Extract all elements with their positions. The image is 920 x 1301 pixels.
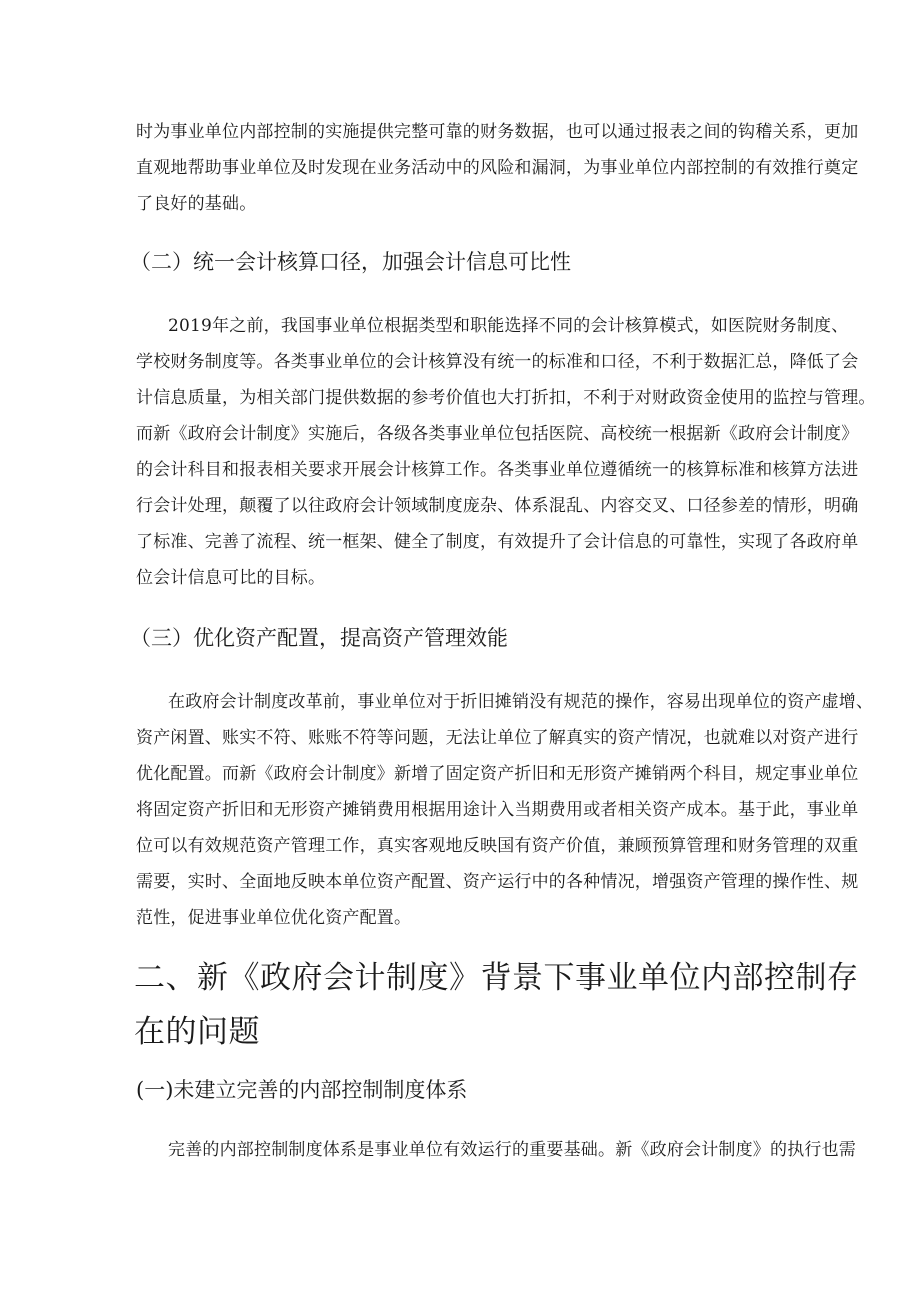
paragraph-line: 了良好的基础。 — [136, 194, 257, 214]
paragraph-line: 需要，实时、全面地反映本单位资产配置、资产运行中的各种情况，增强资产管理的操作性、规 — [136, 872, 859, 892]
paragraph-line: 位会计信息可比的目标。 — [136, 568, 326, 588]
paragraph-line: 资产闲置、账实不符、账账不符等问题，无法让单位了解真实的资产情况，也就难以对资产进行 — [136, 728, 859, 748]
paragraph-line: 时为事业单位内部控制的实施提供完整可靠的财务数据，也可以通过报表之间的钩稽关系，更加 — [136, 122, 859, 142]
paragraph-line: 将固定资产折旧和无形资产摊销费用根据用途计入当期费用或者相关资产成本。基于此，事业单 — [136, 800, 859, 820]
paragraph-line: 完善的内部控制制度体系是事业单位有效运行的重要基础。新《政府会计制度》的执行也需 — [168, 1140, 856, 1160]
subsection-heading: (一)未建立完善的内部控制制度体系 — [136, 1078, 468, 1102]
subsection-heading: （三）优化资产配置，提高资产管理效能 — [130, 626, 508, 650]
section-heading: 二、新《政府会计制度》背景下事业单位内部控制存 — [134, 960, 859, 996]
paragraph-line: 了标准、完善了流程、统一框架、健全了制度，有效提升了会计信息的可靠性，实现了各政府单 — [136, 532, 859, 552]
subsection-heading: （二）统一会计核算口径，加强会计信息可比性 — [130, 250, 571, 274]
paragraph-line: 在政府会计制度改革前，事业单位对于折旧摊销没有规范的操作，容易出现单位的资产虚增、 — [168, 692, 874, 712]
paragraph-line: 计信息质量，为相关部门提供数据的参考价值也大打折扣，不利于对财政资金使用的监控与管理。 — [136, 388, 876, 408]
paragraph-line: 范性，促进事业单位优化资产配置。 — [136, 908, 412, 928]
paragraph-line: 优化配置。而新《政府会计制度》新增了固定资产折旧和无形资产摊销两个科目，规定事业单位 — [136, 764, 859, 784]
paragraph-line: 学校财务制度等。各类事业单位的会计核算没有统一的标准和口径，不利于数据汇总，降低了会 — [136, 352, 859, 372]
paragraph-line: 2019年之前，我国事业单位根据类型和职能选择不同的会计核算模式，如医院财务制度、 — [168, 316, 849, 336]
paragraph-line: 的会计科目和报表相关要求开展会计核算工作。各类事业单位遵循统一的核算标准和核算方法进 — [136, 460, 859, 480]
paragraph-line: 位可以有效规范资产管理工作，真实客观地反映国有资产价值，兼顾预算管理和财务管理的双重 — [136, 836, 859, 856]
section-heading: 在的问题 — [134, 1014, 260, 1050]
paragraph-line: 行会计处理，颠覆了以往政府会计领域制度庞杂、体系混乱、内容交叉、口径参差的情形，明确 — [136, 496, 859, 516]
paragraph-line: 直观地帮助事业单位及时发现在业务活动中的风险和漏洞，为事业单位内部控制的有效推行奠定 — [136, 158, 859, 178]
paragraph-line: 而新《政府会计制度》实施后，各级各类事业单位包括医院、高校统一根据新《政府会计制度》 — [136, 424, 859, 444]
